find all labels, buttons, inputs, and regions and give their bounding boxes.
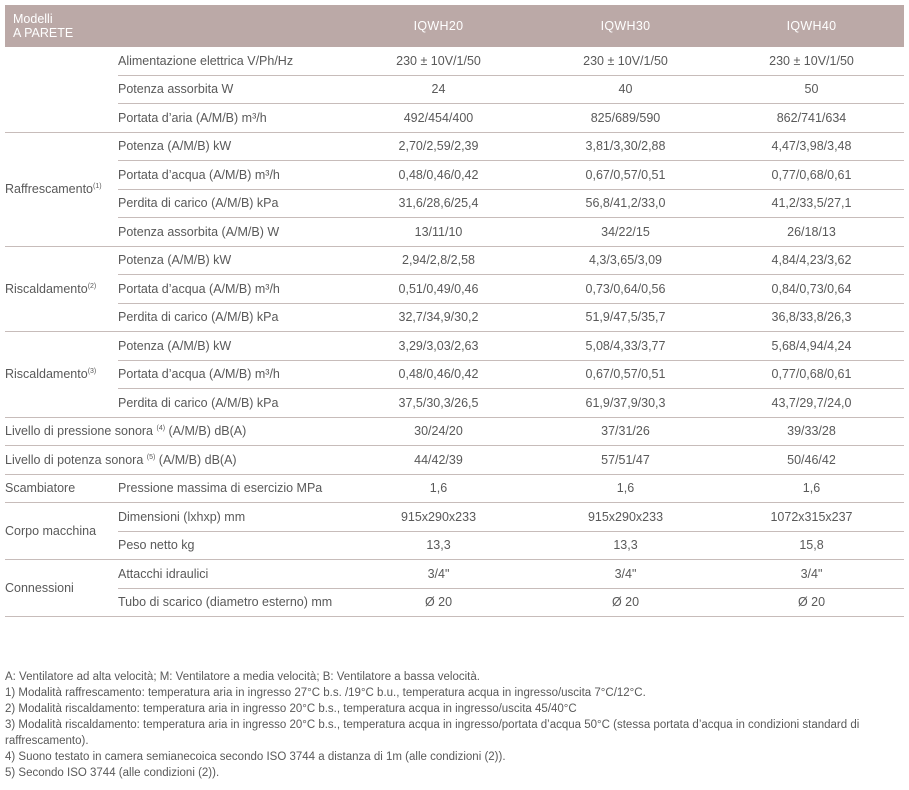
table-row <box>5 588 904 617</box>
models-header-line1: Modelli <box>13 12 53 26</box>
cell-value: 0,51/0,49/0,46 <box>345 275 532 304</box>
cell-value: 3/4" <box>345 560 532 589</box>
cell-value: 230 ± 10V/1/50 <box>719 47 904 75</box>
table-row <box>5 47 904 75</box>
row-label: Potenza (A/M/B) kW <box>118 132 345 161</box>
cell-value: 0,77/0,68/0,61 <box>719 161 904 190</box>
cell-value: 57/51/47 <box>532 446 719 475</box>
cell-value: 4,3/3,65/3,09 <box>532 246 719 275</box>
cell-value: 862/741/634 <box>719 104 904 133</box>
table-row <box>5 218 904 247</box>
cell-value: Ø 20 <box>345 588 532 617</box>
row-label: Perdita di carico (A/M/B) kPa <box>118 189 345 218</box>
cell-value: 39/33/28 <box>719 417 904 446</box>
table-row <box>5 161 904 190</box>
table-row <box>5 360 904 389</box>
cell-value: Ø 20 <box>532 588 719 617</box>
cell-value: 0,48/0,46/0,42 <box>345 161 532 190</box>
footnote-ref: (4) <box>156 425 166 433</box>
table-row <box>5 446 904 475</box>
cell-value: 5,68/4,94/4,24 <box>719 332 904 361</box>
cell-value: 31,6/28,6/25,4 <box>345 189 532 218</box>
row-label-sound-power: Livello di potenza sonora $^{(5)}$ (A/M/B) dB(A) <box>5 446 345 475</box>
cell-value: 26/18/13 <box>719 218 904 247</box>
row-label: Portata d’aria (A/M/B) m³/h <box>118 104 345 133</box>
footnote-ref: (3) <box>87 368 97 376</box>
cell-value: 1,6 <box>532 474 719 503</box>
cell-value: 3,81/3,30/2,88 <box>532 132 719 161</box>
cell-value: 41,2/33,5/27,1 <box>719 189 904 218</box>
footnote-ref: (5) <box>146 453 156 461</box>
cell-value: 4,84/4,23/3,62 <box>719 246 904 275</box>
cell-value: 61,9/37,9/30,3 <box>532 389 719 418</box>
row-label: Perdita di carico (A/M/B) kPa <box>118 389 345 418</box>
row-label: Pressione massima di esercizio MPa <box>118 474 345 503</box>
cell-value: 915x290x233 <box>532 503 719 532</box>
cell-value: 32,7/34,9/30,2 <box>345 303 532 332</box>
table-row <box>5 189 904 218</box>
cell-value: 0,84/0,73/0,64 <box>719 275 904 304</box>
row-label: Attacchi idraulici <box>118 560 345 589</box>
cell-value: 0,48/0,46/0,42 <box>345 360 532 389</box>
row-label: Portata d’acqua (A/M/B) m³/h <box>118 360 345 389</box>
row-label: Potenza (A/M/B) kW <box>118 332 345 361</box>
table-row <box>5 560 904 589</box>
footnote-2: 2) Modalità riscaldamento: temperatura aria in ingresso 20°C b.s., temperatura acqua in ingresso/uscita 45/40°C <box>5 703 577 715</box>
group-label-connections: Connessioni <box>5 560 118 617</box>
cell-value: 13,3 <box>532 531 719 560</box>
row-label: Potenza (A/M/B) kW <box>118 246 345 275</box>
cell-value: 24 <box>345 75 532 104</box>
group-label-body: Corpo macchina <box>5 503 118 560</box>
footnote-3: 3) Modalità riscaldamento: temperatura aria in ingresso 20°C b.s., temperatura acqua in ingresso/portata d’acqua 50°C (stessa portata d’acqua in condizioni standard di raffrescamento). <box>5 719 860 747</box>
row-label: Tubo di scarico (diametro esterno) mm <box>118 588 345 617</box>
cell-value: 50 <box>719 75 904 104</box>
column-header-iqwh40: IQWH40 <box>719 5 904 47</box>
models-header-line2: A PARETE <box>13 26 74 40</box>
row-label: Peso netto kg <box>118 531 345 560</box>
row-label: Alimentazione elettrica V/Ph/Hz <box>118 47 345 75</box>
cell-value: 15,8 <box>719 531 904 560</box>
table-row <box>5 503 904 532</box>
cell-value: 1,6 <box>719 474 904 503</box>
footnotes <box>5 669 904 781</box>
row-label: Portata d’acqua (A/M/B) m³/h <box>118 275 345 304</box>
cell-value: 37/31/26 <box>532 417 719 446</box>
cell-value: 2,70/2,59/2,39 <box>345 132 532 161</box>
column-header-iqwh30: IQWH30 <box>532 5 719 47</box>
cell-value: 43,7/29,7/24,0 <box>719 389 904 418</box>
cell-value: 5,08/4,33/3,77 <box>532 332 719 361</box>
cell-value: 3,29/3,03/2,63 <box>345 332 532 361</box>
row-label: Dimensioni (lxhxp) mm <box>118 503 345 532</box>
cell-value: 34/22/15 <box>532 218 719 247</box>
table-row <box>5 104 904 133</box>
group-cell-general <box>5 47 118 132</box>
cell-value: Ø 20 <box>719 588 904 617</box>
table-row <box>5 246 904 275</box>
column-header-iqwh20: IQWH20 <box>345 5 532 47</box>
footnote-ref: (2) <box>87 282 97 290</box>
cell-value: 230 ± 10V/1/50 <box>345 47 532 75</box>
table-row <box>5 332 904 361</box>
cell-value: 3/4" <box>719 560 904 589</box>
cell-value: 1072x315x237 <box>719 503 904 532</box>
cell-value: 13/11/10 <box>345 218 532 247</box>
cell-value: 1,6 <box>345 474 532 503</box>
group-label-heating-2: Riscaldamento$^{(2)}$ <box>5 246 118 332</box>
cell-value: 825/689/590 <box>532 104 719 133</box>
footnote-5: 5) Secondo ISO 3744 (alle condizioni (2)). <box>5 767 220 779</box>
footnote-legend: A: Ventilatore ad alta velocità; M: Ventilatore a media velocità; B: Ventilatore a bassa velocità. <box>5 671 480 683</box>
table-row <box>5 531 904 560</box>
cell-value: 0,67/0,57/0,51 <box>532 360 719 389</box>
table-row <box>5 303 904 332</box>
cell-value: 40 <box>532 75 719 104</box>
table-row <box>5 75 904 104</box>
row-label: Potenza assorbita W <box>118 75 345 104</box>
row-label: Portata d’acqua (A/M/B) m³/h <box>118 161 345 190</box>
cell-value: 230 ± 10V/1/50 <box>532 47 719 75</box>
cell-value: 30/24/20 <box>345 417 532 446</box>
cell-value: 37,5/30,3/26,5 <box>345 389 532 418</box>
group-label-heating-3: Riscaldamento$^{(3)}$ <box>5 332 118 418</box>
table-row <box>5 389 904 418</box>
footnote-4: 4) Suono testato in camera semianecoica secondo ISO 3744 a distanza di 1m (alle condizioni (2)). <box>5 751 506 763</box>
table-row <box>5 275 904 304</box>
cell-value: 0,73/0,64/0,56 <box>532 275 719 304</box>
cell-value: 2,94/2,8/2,58 <box>345 246 532 275</box>
cell-value: 44/42/39 <box>345 446 532 475</box>
footnote-1: 1) Modalità raffrescamento: temperatura aria in ingresso 27°C b.s. /19°C b.u., temperatura acqua in ingresso/uscita 7°C/12°C. <box>5 687 646 699</box>
row-label: Perdita di carico (A/M/B) kPa <box>118 303 345 332</box>
cell-value: 13,3 <box>345 531 532 560</box>
cell-value: 0,67/0,57/0,51 <box>532 161 719 190</box>
row-label: Potenza assorbita (A/M/B) W <box>118 218 345 247</box>
cell-value: 4,47/3,98/3,48 <box>719 132 904 161</box>
header-row <box>5 5 904 47</box>
cell-value: 51,9/47,5/35,7 <box>532 303 719 332</box>
table-row <box>5 474 904 503</box>
group-label-cooling: Raffrescamento$^{(1)}$ <box>5 132 118 246</box>
cell-value: 492/454/400 <box>345 104 532 133</box>
cell-value: 0,77/0,68/0,61 <box>719 360 904 389</box>
table-row <box>5 417 904 446</box>
footnote-ref: (1) <box>93 182 102 190</box>
row-label-sound-pressure: Livello di pressione sonora $^{(4)}$ (A/M/B) dB(A) <box>5 417 345 446</box>
cell-value: 56,8/41,2/33,0 <box>532 189 719 218</box>
cell-value: 915x290x233 <box>345 503 532 532</box>
models-header <box>5 5 345 47</box>
cell-value: 36,8/33,8/26,3 <box>719 303 904 332</box>
spec-table <box>5 5 904 617</box>
cell-value: 50/46/42 <box>719 446 904 475</box>
group-label-exchanger: Scambiatore <box>5 474 118 503</box>
cell-value: 3/4" <box>532 560 719 589</box>
table-row <box>5 132 904 161</box>
